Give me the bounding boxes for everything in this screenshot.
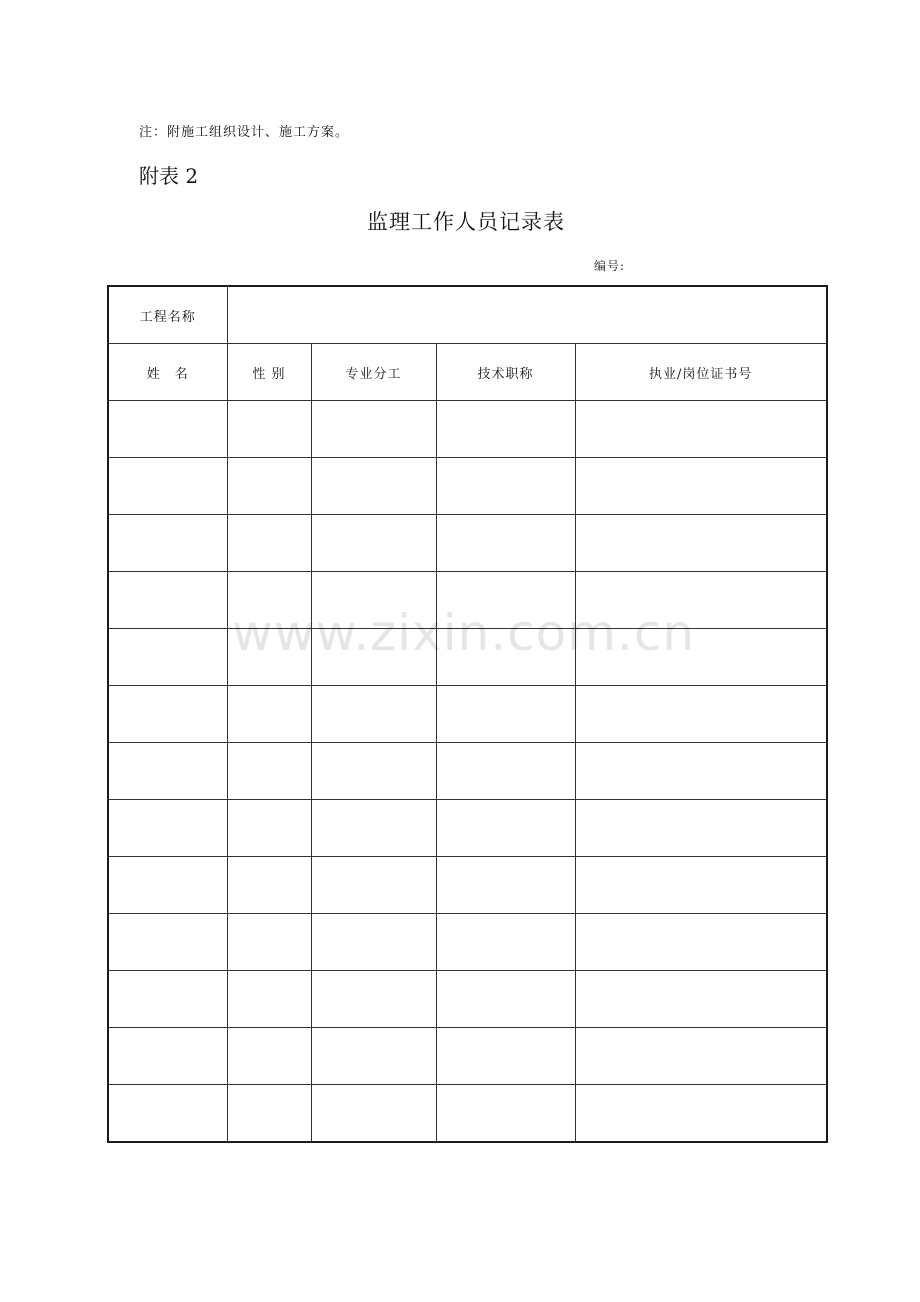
table-row [108,743,827,800]
gender-cell[interactable] [227,572,311,629]
certificate-number-cell[interactable] [575,686,827,743]
name-cell[interactable] [108,914,227,971]
name-cell[interactable] [108,1028,227,1085]
table-row [108,914,827,971]
gender-cell[interactable] [227,515,311,572]
name-cell[interactable] [108,401,227,458]
table-row [108,572,827,629]
gender-cell[interactable] [227,629,311,686]
certificate-number-cell[interactable] [575,914,827,971]
table-row [108,800,827,857]
gender-cell[interactable] [227,914,311,971]
certificate-number-cell[interactable] [575,629,827,686]
title-cell[interactable] [436,515,575,572]
name-cell[interactable] [108,515,227,572]
name-cell[interactable] [108,857,227,914]
form-title: 监理工作人员记录表 [367,210,565,234]
name-cell[interactable] [108,1085,227,1143]
title-cell[interactable] [436,971,575,1028]
name-cell[interactable] [108,458,227,515]
specialty-cell[interactable] [311,401,436,458]
title-cell[interactable] [436,629,575,686]
gender-cell[interactable] [227,686,311,743]
table-row [108,401,827,458]
name-cell[interactable] [108,971,227,1028]
certificate-number-cell[interactable] [575,572,827,629]
name-cell[interactable] [108,686,227,743]
title-cell[interactable] [436,686,575,743]
certificate-number-cell[interactable] [575,971,827,1028]
certificate-number-cell[interactable] [575,1085,827,1143]
gender-cell[interactable] [227,971,311,1028]
title-cell[interactable] [436,800,575,857]
name-cell[interactable] [108,629,227,686]
personnel-record-table [107,285,828,1143]
name-cell[interactable] [108,743,227,800]
title-cell[interactable] [436,458,575,515]
header-row [108,344,827,401]
specialty-cell[interactable] [311,572,436,629]
certificate-number-cell[interactable] [575,401,827,458]
appendix-label: 附表 2 [139,164,199,188]
title-cell[interactable] [436,914,575,971]
title-cell[interactable] [436,572,575,629]
title-cell[interactable] [436,1028,575,1085]
project-name-label: 工程名称 [108,286,227,344]
specialty-cell[interactable] [311,857,436,914]
table-row [108,686,827,743]
certificate-number-cell[interactable] [575,857,827,914]
specialty-cell[interactable] [311,971,436,1028]
table-row [108,857,827,914]
specialty-cell[interactable] [311,629,436,686]
header-certificate-number: 执业/岗位证书号 [575,344,827,401]
certificate-number-cell[interactable] [575,743,827,800]
note-text: 注：附施工组织设计、施工方案。 [139,125,350,140]
certificate-number-cell[interactable] [575,1028,827,1085]
name-cell[interactable] [108,800,227,857]
specialty-cell[interactable] [311,458,436,515]
gender-cell[interactable] [227,401,311,458]
certificate-number-cell[interactable] [575,458,827,515]
table-row [108,458,827,515]
header-gender: 性 别 [227,344,311,401]
gender-cell[interactable] [227,458,311,515]
doc-number-label: 编号: [594,259,626,273]
header-title: 技术职称 [436,344,575,401]
specialty-cell[interactable] [311,515,436,572]
specialty-cell[interactable] [311,1085,436,1143]
table-row [108,515,827,572]
gender-cell[interactable] [227,800,311,857]
header-specialty: 专业分工 [311,344,436,401]
name-cell[interactable] [108,572,227,629]
specialty-cell[interactable] [311,686,436,743]
project-name-row [108,286,827,344]
header-name: 姓 名 [108,344,227,401]
title-cell[interactable] [436,401,575,458]
title-cell[interactable] [436,743,575,800]
specialty-cell[interactable] [311,800,436,857]
table-row [108,629,827,686]
gender-cell[interactable] [227,1028,311,1085]
title-cell[interactable] [436,1085,575,1143]
project-name-field[interactable] [227,286,827,344]
specialty-cell[interactable] [311,1028,436,1085]
gender-cell[interactable] [227,743,311,800]
specialty-cell[interactable] [311,914,436,971]
table-row [108,1085,827,1143]
watermark: www.zixin.com.cn [232,604,696,662]
certificate-number-cell[interactable] [575,515,827,572]
gender-cell[interactable] [227,857,311,914]
table-row [108,1028,827,1085]
certificate-number-cell[interactable] [575,800,827,857]
specialty-cell[interactable] [311,743,436,800]
gender-cell[interactable] [227,1085,311,1143]
title-cell[interactable] [436,857,575,914]
table-row [108,971,827,1028]
